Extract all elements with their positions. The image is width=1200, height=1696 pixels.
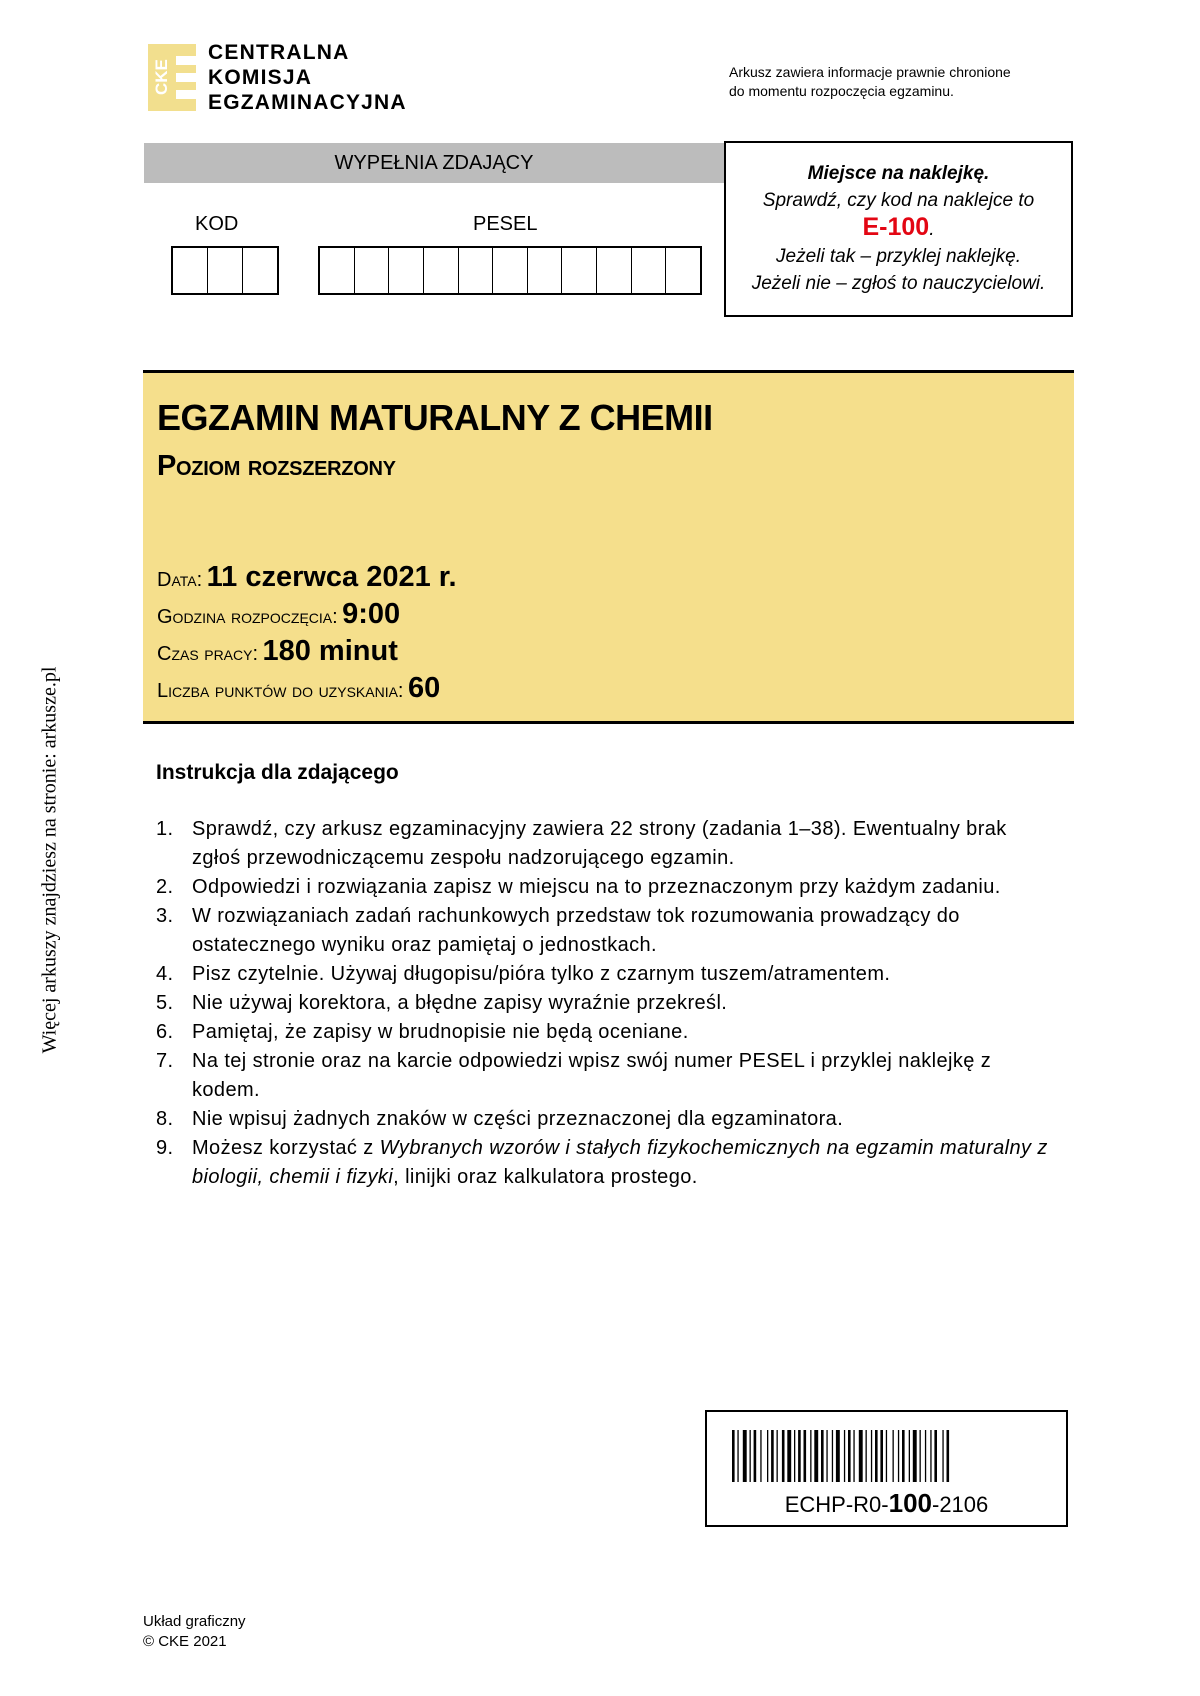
footer-line: © CKE 2021 <box>143 1633 227 1650</box>
sticker-box <box>724 141 1073 317</box>
item-text: Nie wpisuj żadnych znaków w części przeznaczonej dla egzaminatora. <box>192 1108 844 1130</box>
fill-header: WYPEŁNIA ZDAJĄCY <box>144 143 724 183</box>
list-item <box>156 815 1056 873</box>
notice-line: Arkusz zawiera informacje prawnie chronione <box>729 64 1011 80</box>
logo-line: EGZAMINACYJNA <box>208 91 407 114</box>
exam-date <box>157 561 457 594</box>
logo-line: KOMISJA <box>208 66 313 89</box>
item-text: W rozwiązaniach zadań rachunkowych przedstaw tok rozumowania prowadzący do ostatecznego wyniku oraz pamiętaj o jednostkach. <box>192 905 960 956</box>
item-number: 8. <box>156 1108 174 1130</box>
exam-title: EGZAMIN MATURALNY Z CHEMII <box>157 397 713 438</box>
barcode-prefix: ECHP-R0- <box>784 1492 889 1517</box>
cke-logo-text <box>208 40 407 115</box>
side-watermark <box>20 620 80 1100</box>
list-item <box>156 989 1056 1018</box>
logo-bar <box>176 56 196 65</box>
pesel-box[interactable] <box>632 248 667 293</box>
kod-box[interactable] <box>243 248 277 293</box>
item-number: 3. <box>156 905 174 927</box>
barcode-suffix: -2106 <box>932 1492 989 1517</box>
item-number: 6. <box>156 1021 174 1043</box>
logo-line: CENTRALNA <box>208 41 350 64</box>
item-text: Na tej stronie oraz na karcie odpowiedzi wpisz swój numer PESEL i przyklej naklejkę z kodem. <box>192 1050 992 1101</box>
pesel-box[interactable] <box>562 248 597 293</box>
pesel-box[interactable] <box>493 248 528 293</box>
duration-value: 180 minut <box>262 635 398 667</box>
list-item <box>156 902 1056 960</box>
pesel-box[interactable] <box>424 248 459 293</box>
legal-notice <box>729 63 1059 101</box>
pesel-box[interactable] <box>459 248 494 293</box>
list-item <box>156 873 1056 902</box>
pesel-label: PESEL <box>473 213 538 235</box>
pesel-box[interactable] <box>355 248 390 293</box>
pesel-box[interactable] <box>320 248 355 293</box>
exam-duration <box>157 635 398 668</box>
points-value: 60 <box>407 672 441 704</box>
cke-logo-mark <box>148 44 196 111</box>
item-text: Pisz czytelnie. Używaj długopisu/pióra tylko z czarnym tuszem/atramentem. <box>192 963 891 985</box>
points-label: Liczba punktów do uzyskania: <box>157 680 404 702</box>
footer <box>143 1612 246 1652</box>
item-text-post: , linijki oraz kalkulatora prostego. <box>393 1166 698 1188</box>
item-text: Pamiętaj, że zapisy w brudnopisie nie będą oceniane. <box>192 1021 689 1043</box>
item-number: 1. <box>156 818 174 840</box>
instructions-title: Instrukcja dla zdającego <box>156 761 399 784</box>
list-item <box>156 1047 1056 1105</box>
list-item <box>156 1018 1056 1047</box>
item-number: 2. <box>156 876 174 898</box>
logo-bar <box>176 73 196 82</box>
sticker-code-suffix: . <box>929 219 935 240</box>
pesel-box[interactable] <box>389 248 424 293</box>
pesel-boxes[interactable] <box>318 246 702 295</box>
item-text: Sprawdź, czy arkusz egzaminacyjny zawiera 22 strony (zadania 1–38). Ewentualny brak zgłoś przewodniczącemu zespołu nadzorującego egzamin. <box>192 818 1007 869</box>
pesel-box[interactable] <box>528 248 563 293</box>
barcode-text <box>705 1488 1068 1519</box>
item-text: Odpowiedzi i rozwiązania zapisz w miejscu na to przeznaczonym przy każdym zadaniu. <box>192 876 1001 898</box>
item-number: 9. <box>156 1137 174 1159</box>
notice-line: do momentu rozpoczęcia egzaminu. <box>729 83 954 99</box>
date-value: 11 czerwca 2021 r. <box>206 561 457 593</box>
item-number: 5. <box>156 992 174 1014</box>
side-text: Więcej arkuszy znajdziesz na stronie: arkusze.pl <box>38 666 61 1054</box>
pesel-box[interactable] <box>666 248 700 293</box>
exam-points <box>157 672 440 705</box>
kod-box[interactable] <box>208 248 243 293</box>
kod-boxes[interactable] <box>171 246 279 295</box>
sticker-check: Sprawdź, czy kod na naklejce to <box>762 190 1035 211</box>
kod-box[interactable] <box>173 248 208 293</box>
logo-mark-text: CKE <box>152 59 171 96</box>
barcode-icon <box>732 1430 1042 1482</box>
pesel-box[interactable] <box>597 248 632 293</box>
logo-bar <box>176 90 196 99</box>
list-item <box>156 960 1056 989</box>
sticker-no: Jeżeli nie – zgłoś to nauczycielowi. <box>751 273 1046 294</box>
item-text-italic: Wybranych wzorów i stałych fizykochemicznych na egzamin maturalny z biologii, chemii i fizyki <box>192 1137 1048 1188</box>
start-value: 9:00 <box>342 598 401 630</box>
footer-line: Układ graficzny <box>143 1613 246 1630</box>
item-text-pre: Możesz korzystać z <box>192 1137 380 1159</box>
kod-label: KOD <box>195 213 239 235</box>
sticker-code: E-100 <box>862 213 930 241</box>
item-number: 4. <box>156 963 174 985</box>
list-item <box>156 1105 1056 1134</box>
duration-label: Czas pracy: <box>157 643 259 665</box>
barcode-bold: 100 <box>888 1488 932 1518</box>
list-item <box>156 1134 1056 1192</box>
sticker-title: Miejsce na naklejkę. <box>807 163 990 184</box>
item-text: Nie używaj korektora, a błędne zapisy wyraźnie przekreśl. <box>192 992 728 1014</box>
sticker-yes: Jeżeli tak – przyklej naklejkę. <box>776 246 1021 267</box>
item-number: 7. <box>156 1050 174 1072</box>
exam-level: Poziom rozszerzony <box>157 450 396 482</box>
instructions-list <box>156 815 1056 1192</box>
start-label: Godzina rozpoczęcia: <box>157 606 338 628</box>
date-label: Data: <box>157 569 203 591</box>
exam-start <box>157 598 400 631</box>
